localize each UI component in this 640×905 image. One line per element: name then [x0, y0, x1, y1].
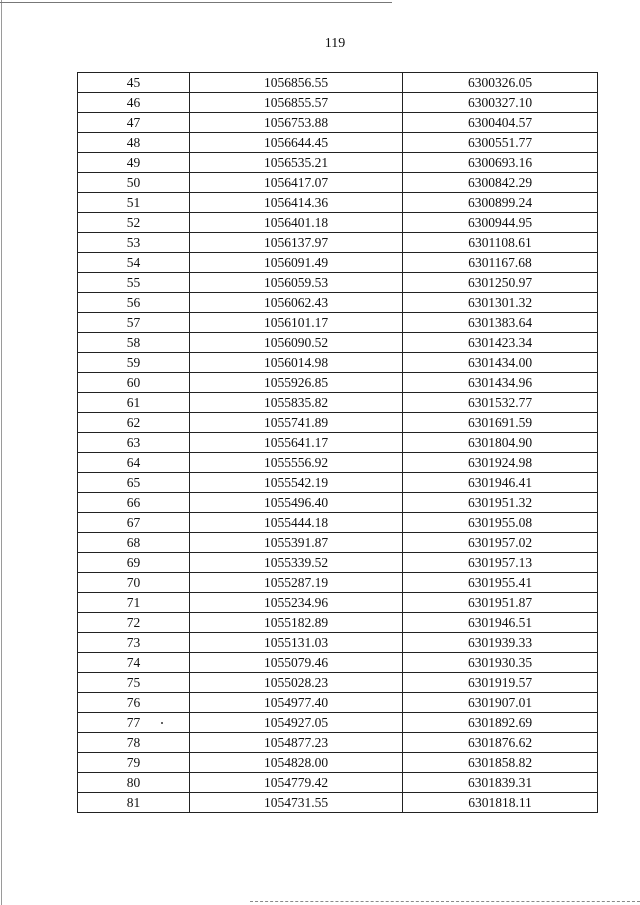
page-number: 119 [324, 36, 346, 51]
point-number-cell: 61 [78, 393, 190, 413]
y-coordinate-cell: 6301919.57 [403, 673, 598, 693]
x-coordinate-cell: 1055391.87 [190, 533, 403, 553]
table-row [78, 693, 598, 713]
y-coordinate-cell: 6301250.97 [403, 273, 598, 293]
x-coordinate-cell: 1055028.23 [190, 673, 403, 693]
x-coordinate-cell: 1055556.92 [190, 453, 403, 473]
y-coordinate-cell: 6301892.69 [403, 713, 598, 733]
point-number-cell: 50 [78, 173, 190, 193]
x-coordinate-cell: 1056414.36 [190, 193, 403, 213]
point-number-cell: 49 [78, 153, 190, 173]
table-row [78, 293, 598, 313]
x-coordinate-cell: 1055641.17 [190, 433, 403, 453]
y-coordinate-cell: 6301946.41 [403, 473, 598, 493]
point-number-cell: 80 [78, 773, 190, 793]
x-coordinate-cell: 1056137.97 [190, 233, 403, 253]
y-coordinate-cell: 6301532.77 [403, 393, 598, 413]
table-row [78, 773, 598, 793]
y-coordinate-cell: 6301108.61 [403, 233, 598, 253]
bottom-rule [250, 901, 640, 902]
table-row [78, 653, 598, 673]
point-number-cell: 47 [78, 113, 190, 133]
point-number-cell: 57 [78, 313, 190, 333]
y-coordinate-cell: 6301301.32 [403, 293, 598, 313]
y-coordinate-cell: 6300693.16 [403, 153, 598, 173]
y-coordinate-cell: 6300404.57 [403, 113, 598, 133]
point-number-cell: 70 [78, 573, 190, 593]
y-coordinate-cell: 6301434.00 [403, 353, 598, 373]
point-number-cell: 63 [78, 433, 190, 453]
table-row [78, 593, 598, 613]
y-coordinate-cell: 6301383.64 [403, 313, 598, 333]
y-coordinate-cell: 6301818.11 [403, 793, 598, 813]
point-number-cell: 75 [78, 673, 190, 693]
x-coordinate-cell: 1055287.19 [190, 573, 403, 593]
table-row [78, 213, 598, 233]
x-coordinate-cell: 1056062.43 [190, 293, 403, 313]
x-coordinate-cell: 1054877.23 [190, 733, 403, 753]
table-row [78, 193, 598, 213]
point-number-cell: 72 [78, 613, 190, 633]
point-number-cell: 65 [78, 473, 190, 493]
table-row [78, 493, 598, 513]
table-row [78, 273, 598, 293]
x-coordinate-cell: 1056101.17 [190, 313, 403, 333]
point-number-cell: 78 [78, 733, 190, 753]
point-number-cell: 54 [78, 253, 190, 273]
x-coordinate-cell: 1055182.89 [190, 613, 403, 633]
x-coordinate-cell: 1055926.85 [190, 373, 403, 393]
point-number-cell: 55 [78, 273, 190, 293]
x-coordinate-cell: 1056401.18 [190, 213, 403, 233]
y-coordinate-cell: 6301434.96 [403, 373, 598, 393]
y-coordinate-cell: 6300551.77 [403, 133, 598, 153]
y-coordinate-cell: 6301957.02 [403, 533, 598, 553]
point-number-cell: 46 [78, 93, 190, 113]
table-row [78, 573, 598, 593]
x-coordinate-cell: 1056855.57 [190, 93, 403, 113]
point-number-cell: 66 [78, 493, 190, 513]
x-coordinate-cell: 1056417.07 [190, 173, 403, 193]
point-number-cell: 62 [78, 413, 190, 433]
x-coordinate-cell: 1055835.82 [190, 393, 403, 413]
y-coordinate-cell: 6301167.68 [403, 253, 598, 273]
table-row [78, 473, 598, 493]
table-row [78, 793, 598, 813]
point-number-cell: 68 [78, 533, 190, 553]
point-number-cell: 52 [78, 213, 190, 233]
table-row [78, 733, 598, 753]
table-row [78, 333, 598, 353]
point-number-cell: 59 [78, 353, 190, 373]
point-number-cell: 51 [78, 193, 190, 213]
y-coordinate-cell: 6301423.34 [403, 333, 598, 353]
point-number-cell: 48 [78, 133, 190, 153]
x-coordinate-cell: 1056090.52 [190, 333, 403, 353]
x-coordinate-cell: 1055496.40 [190, 493, 403, 513]
y-coordinate-cell: 6301804.90 [403, 433, 598, 453]
point-number-cell: 71 [78, 593, 190, 613]
y-coordinate-cell: 6301839.31 [403, 773, 598, 793]
x-coordinate-cell: 1056644.45 [190, 133, 403, 153]
y-coordinate-cell: 6300326.05 [403, 73, 598, 93]
y-coordinate-cell: 6300842.29 [403, 173, 598, 193]
x-coordinate-cell: 1055444.18 [190, 513, 403, 533]
y-coordinate-cell: 6301930.35 [403, 653, 598, 673]
x-coordinate-cell: 1055339.52 [190, 553, 403, 573]
table-row [78, 413, 598, 433]
x-coordinate-cell: 1054731.55 [190, 793, 403, 813]
x-coordinate-cell: 1056535.21 [190, 153, 403, 173]
stray-mark [161, 722, 163, 724]
table-row [78, 533, 598, 553]
point-number-cell: 77 [78, 713, 190, 733]
x-coordinate-cell: 1056753.88 [190, 113, 403, 133]
point-number-cell: 74 [78, 653, 190, 673]
table-row [78, 713, 598, 733]
table-row [78, 153, 598, 173]
table-row [78, 113, 598, 133]
point-number-cell: 64 [78, 453, 190, 473]
y-coordinate-cell: 6301957.13 [403, 553, 598, 573]
x-coordinate-cell: 1056091.49 [190, 253, 403, 273]
table-row [78, 753, 598, 773]
y-coordinate-cell: 6301939.33 [403, 633, 598, 653]
x-coordinate-cell: 1056059.53 [190, 273, 403, 293]
y-coordinate-cell: 6301924.98 [403, 453, 598, 473]
table-row [78, 633, 598, 653]
x-coordinate-cell: 1055131.03 [190, 633, 403, 653]
x-coordinate-cell: 1055741.89 [190, 413, 403, 433]
x-coordinate-cell: 1056014.98 [190, 353, 403, 373]
y-coordinate-cell: 6301946.51 [403, 613, 598, 633]
point-number-cell: 60 [78, 373, 190, 393]
point-number-cell: 53 [78, 233, 190, 253]
table-row [78, 133, 598, 153]
table-row [78, 673, 598, 693]
point-number-cell: 73 [78, 633, 190, 653]
x-coordinate-cell: 1054927.05 [190, 713, 403, 733]
point-number-cell: 81 [78, 793, 190, 813]
table-row [78, 613, 598, 633]
y-coordinate-cell: 6301951.87 [403, 593, 598, 613]
table-row [78, 93, 598, 113]
x-coordinate-cell: 1054977.40 [190, 693, 403, 713]
point-number-cell: 79 [78, 753, 190, 773]
coordinates-table [77, 72, 598, 813]
table-row [78, 253, 598, 273]
x-coordinate-cell: 1055542.19 [190, 473, 403, 493]
x-coordinate-cell: 1055079.46 [190, 653, 403, 673]
point-number-cell: 56 [78, 293, 190, 313]
table-row [78, 173, 598, 193]
y-coordinate-cell: 6301955.08 [403, 513, 598, 533]
point-number-cell: 58 [78, 333, 190, 353]
x-coordinate-cell: 1054779.42 [190, 773, 403, 793]
y-coordinate-cell: 6301858.82 [403, 753, 598, 773]
table-row [78, 73, 598, 93]
point-number-cell: 69 [78, 553, 190, 573]
y-coordinate-cell: 6301951.32 [403, 493, 598, 513]
y-coordinate-cell: 6301876.62 [403, 733, 598, 753]
point-number-cell: 76 [78, 693, 190, 713]
point-number-cell: 67 [78, 513, 190, 533]
table-row [78, 313, 598, 333]
y-coordinate-cell: 6300899.24 [403, 193, 598, 213]
point-number-cell: 45 [78, 73, 190, 93]
y-coordinate-cell: 6300944.95 [403, 213, 598, 233]
table-row [78, 433, 598, 453]
y-coordinate-cell: 6301691.59 [403, 413, 598, 433]
top-rule [0, 2, 392, 3]
table-row [78, 453, 598, 473]
table-row [78, 393, 598, 413]
y-coordinate-cell: 6300327.10 [403, 93, 598, 113]
table-row [78, 353, 598, 373]
x-coordinate-cell: 1056856.55 [190, 73, 403, 93]
table-row [78, 373, 598, 393]
x-coordinate-cell: 1054828.00 [190, 753, 403, 773]
table-row [78, 233, 598, 253]
table-row [78, 513, 598, 533]
table-row [78, 553, 598, 573]
y-coordinate-cell: 6301955.41 [403, 573, 598, 593]
coordinates-table-body [78, 73, 598, 813]
x-coordinate-cell: 1055234.96 [190, 593, 403, 613]
scan-edge-line [1, 0, 2, 905]
y-coordinate-cell: 6301907.01 [403, 693, 598, 713]
